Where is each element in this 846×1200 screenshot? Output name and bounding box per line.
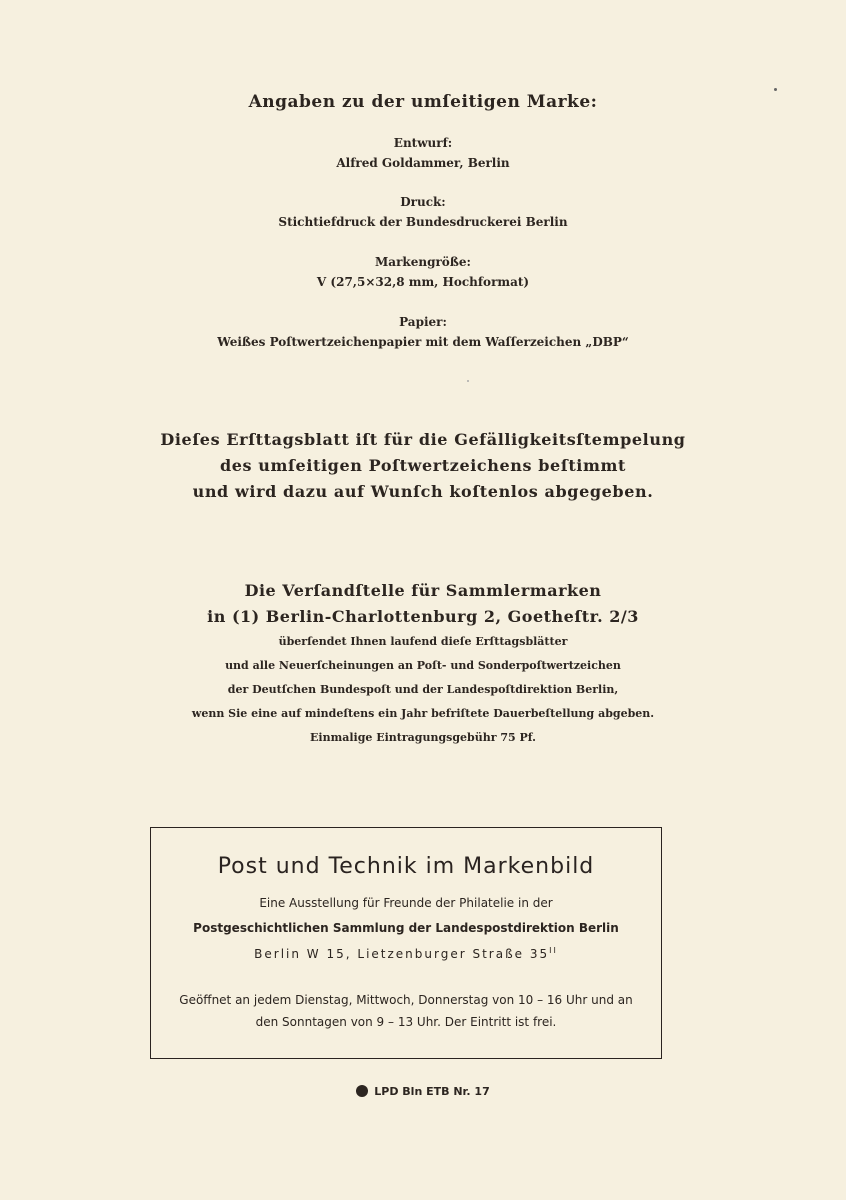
paper-value: Weißes Poſtwertzeichenpapier mit dem Waſſerzeichen „DBP“ (217, 335, 629, 349)
exhibition-address (151, 946, 661, 961)
paper-speck (467, 380, 469, 382)
address-floor: II (549, 946, 558, 955)
versand-line: und alle Neuerſcheinungen an Poſt- und Sonderpoſtwertzeichen (225, 659, 621, 672)
design-label: Entwurf: (393, 136, 453, 150)
versand-line: wenn Sie eine auf mindeſtens ein Jahr befriſtete Dauerbeſtellung abgeben. (191, 707, 655, 720)
footer-reference (0, 1085, 846, 1098)
notice-line: und wird dazu auf Wunſch koſtenlos abgegeben. (192, 482, 654, 501)
design-value: Alfred Goldammer, Berlin (336, 156, 510, 170)
size-value: V (27,5×32,8 mm, Hochformat) (316, 275, 530, 289)
exhibition-title: Post und Technik im Markenbild (217, 854, 595, 879)
notice-line: des umſeitigen Poſtwertzeichens beſtimmt (219, 456, 627, 475)
post-seal-icon (356, 1085, 368, 1097)
print-value: Stichtiefdruck der Bundesdruckerei Berlin (278, 215, 568, 229)
exhibition-intro: Eine Ausstellung für Freunde der Philatelie in der (259, 896, 553, 910)
versand-line: überſendet Ihnen laufend dieſe Erſttagsblätter (278, 635, 568, 648)
address-text: Berlin W 15, Lietzenburger Straße 35 (254, 947, 550, 961)
versand-headline: Die Verſandſtelle für Sammlermarken (244, 581, 602, 600)
print-label: Druck: (400, 195, 446, 209)
notice-line: Dieſes Erſttagsblatt iſt für die Gefälligkeitsſtempelung (160, 430, 686, 449)
versand-address: in (1) Berlin-Charlottenburg 2, Goetheſtr. 2/3 (207, 607, 639, 626)
page-heading: Angaben zu der umſeitigen Marke: (248, 92, 598, 112)
opening-hours: Geöffnet an jedem Dienstag, Mittwoch, Donnerstag von 10 – 16 Uhr und an (179, 993, 633, 1007)
exhibition-institution: Postgeschichtlichen Sammlung der Landespostdirektion Berlin (193, 921, 619, 935)
paper-label: Papier: (399, 315, 447, 329)
versand-line: der Deutſchen Bundespoſt und der Landespoſtdirektion Berlin, (227, 683, 619, 696)
size-label: Markengröße: (375, 255, 471, 269)
footer-text: LPD Bln ETB Nr. 17 (374, 1085, 490, 1098)
versand-fee: Einmalige Eintragungsgebühr 75 Pf. (310, 731, 536, 744)
opening-hours-sunday: den Sonntagen von 9 – 13 Uhr. Der Eintritt ist frei. (255, 1015, 557, 1029)
exhibition-box (150, 827, 662, 1059)
paper-speck (774, 88, 777, 91)
